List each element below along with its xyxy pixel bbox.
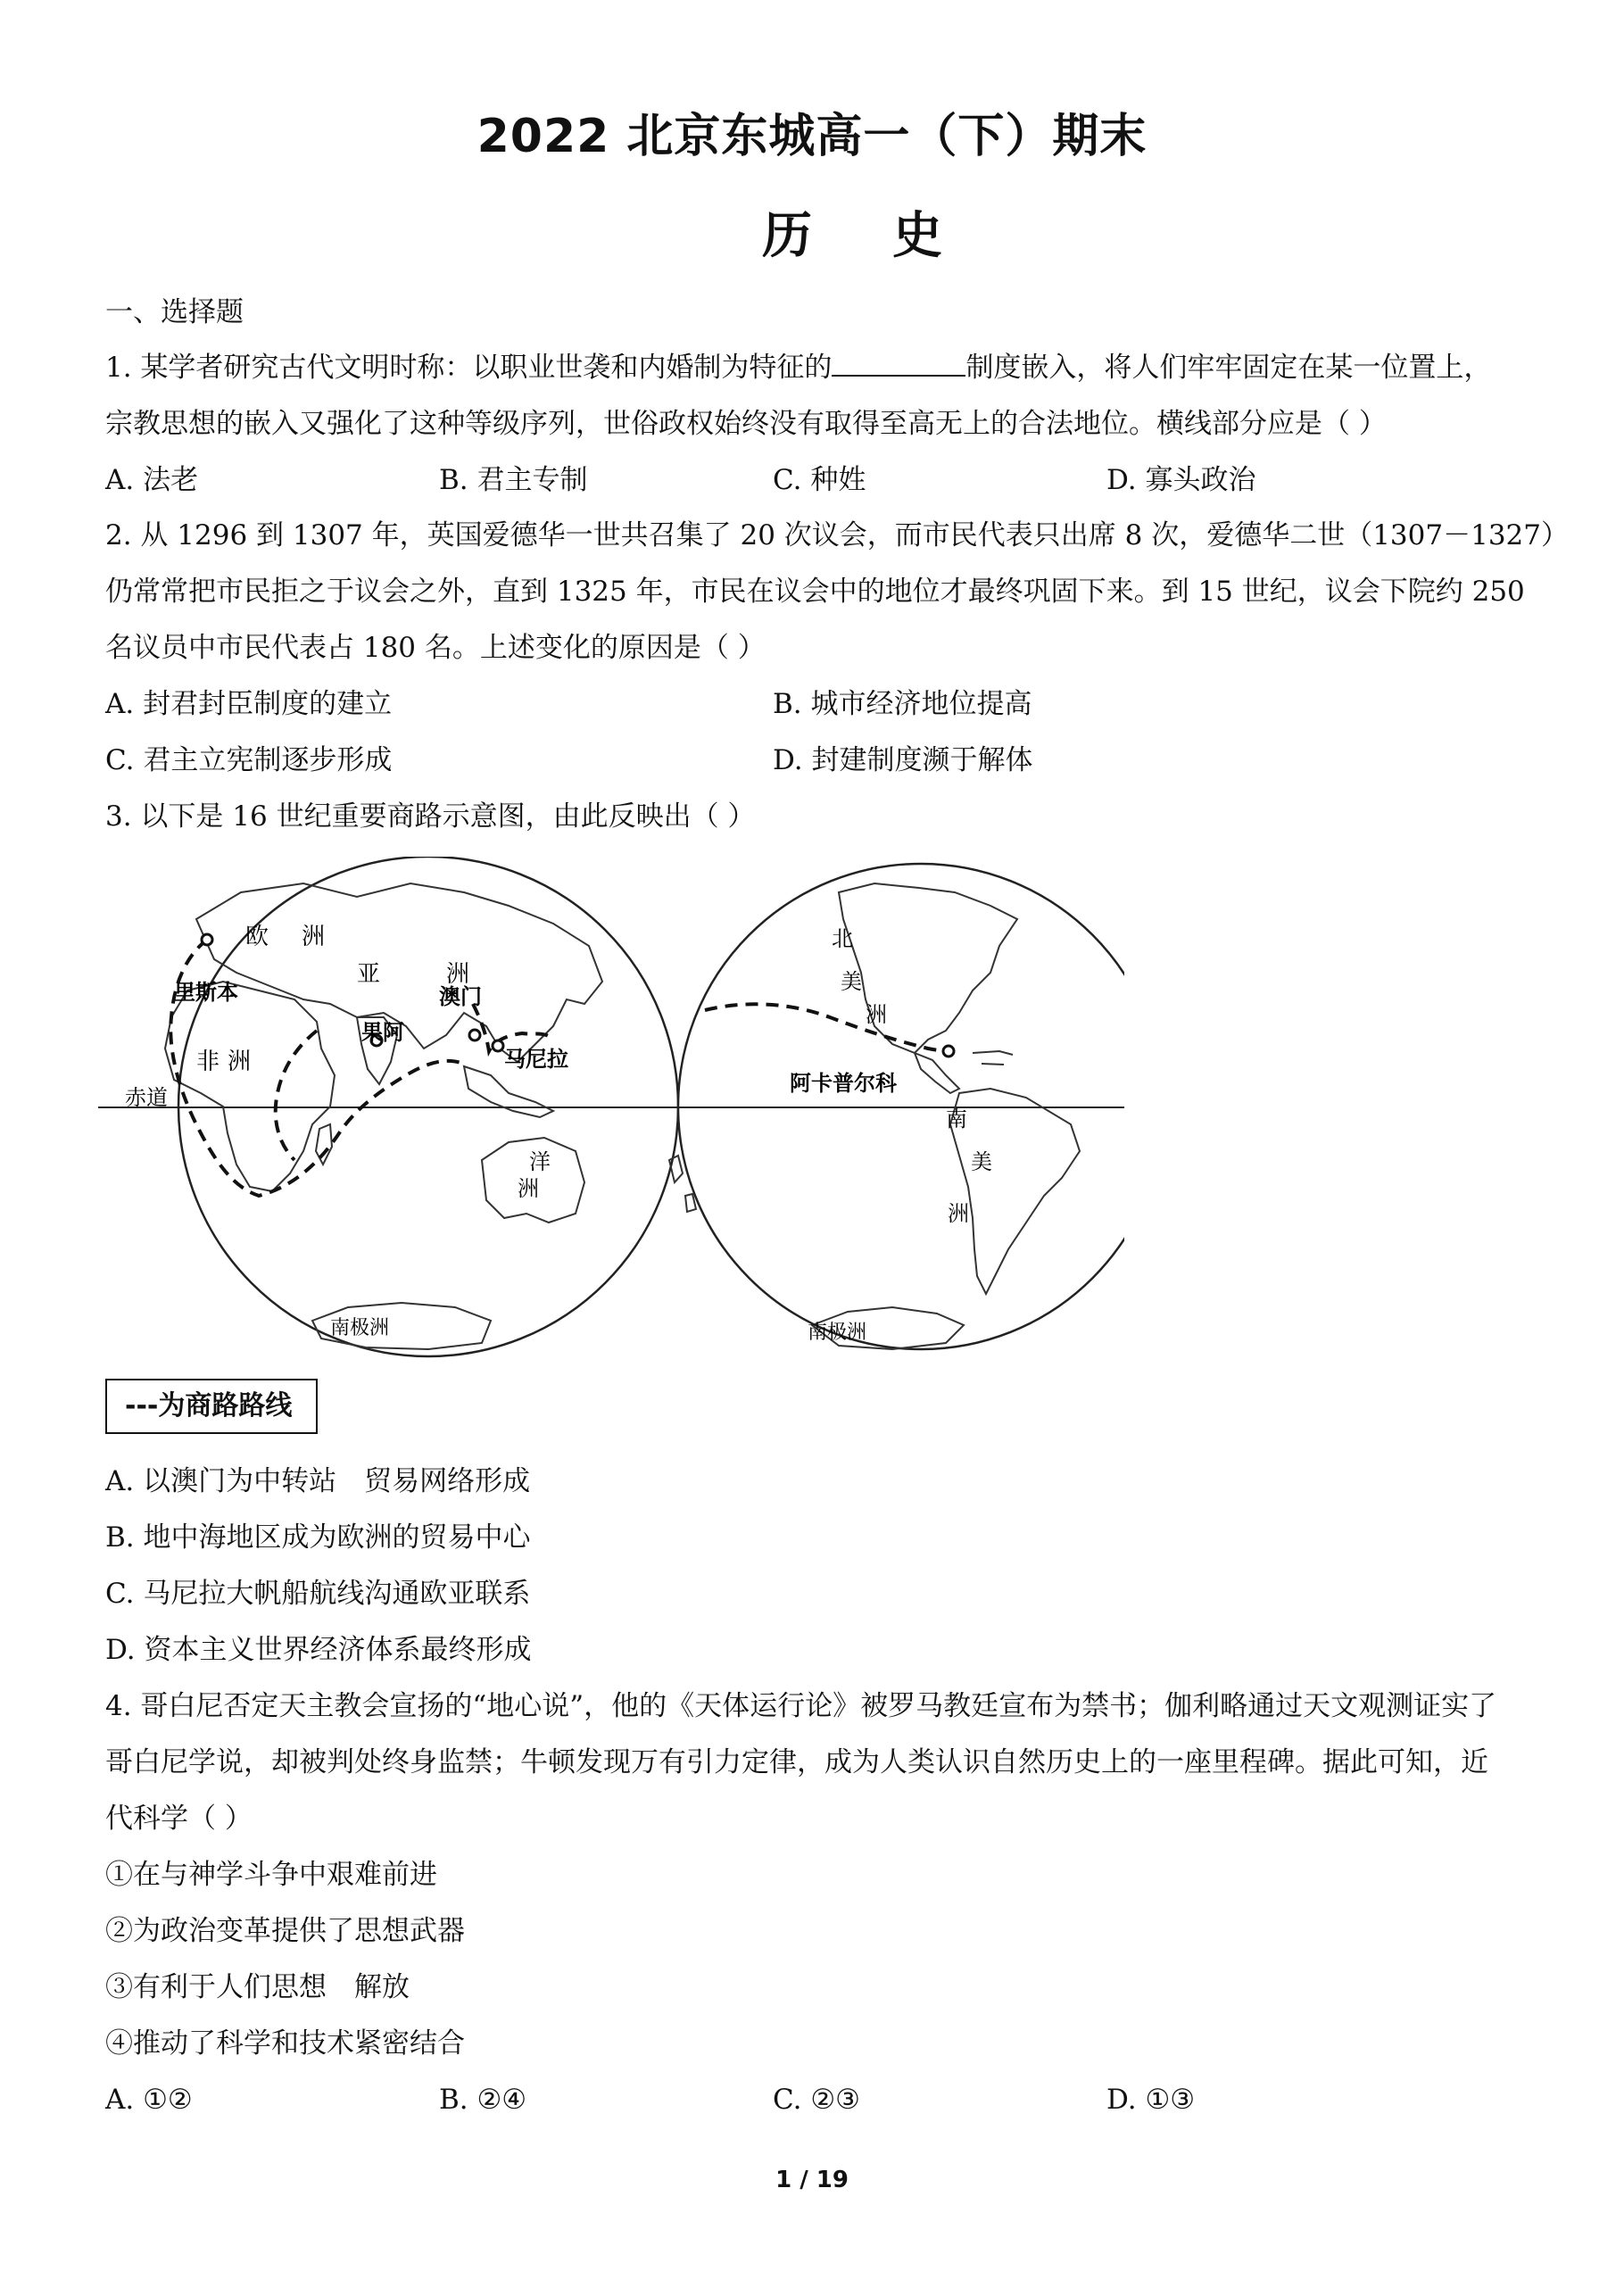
- q2-option-d: D. 封建制度濒于解体: [773, 744, 1033, 776]
- label-europe-2: 洲: [302, 924, 326, 950]
- label-oceania-1: 洋: [529, 1149, 551, 1174]
- q1-line2: 宗教思想的嵌入又强化了这种等级序列，世俗政权始终没有取得至高无上的合法地位。横线部分应是（ ）: [105, 408, 1387, 440]
- label-goa: 果阿: [361, 1019, 404, 1045]
- q1-option-b: B. 君主专制: [439, 464, 588, 496]
- q1-blank: [832, 350, 965, 377]
- acapulco-marker: [943, 1046, 954, 1057]
- lisbon-marker: [202, 934, 212, 945]
- q3-stem: 3. 以下是 16 世纪重要商路示意图，由此反映出（ ）: [105, 800, 756, 833]
- label-acapulco: 阿卡普尔科: [790, 1070, 897, 1096]
- label-antarctica-left: 南极洲: [330, 1317, 390, 1339]
- q4-option-c: C. ②③: [773, 2084, 860, 2116]
- q3-option-b: B. 地中海地区成为欧洲的贸易中心: [105, 1521, 531, 1554]
- trade-route-map: [89, 857, 1124, 1365]
- q1-line1: [105, 350, 1551, 385]
- q1-option-a: A. 法老: [105, 464, 199, 496]
- section-heading: 一、选择题: [105, 296, 244, 328]
- q2-option-b: B. 城市经济地位提高: [773, 688, 1032, 720]
- label-africa-1: 非: [196, 1049, 220, 1075]
- label-na-1: 北: [832, 926, 853, 951]
- exam-title: 2022 北京东城高一（下）期末: [476, 110, 1148, 163]
- q2-line3: 名议员中市民代表占 180 名。上述变化的原因是（ ）: [105, 632, 766, 664]
- label-sa-2: 美: [971, 1149, 992, 1174]
- q1-option-c: C. 种姓: [773, 464, 866, 496]
- q3-option-a: A. 以澳门为中转站 贸易网络形成: [105, 1465, 531, 1497]
- q4-line2: 哥白尼学说，却被判处终身监禁；牛顿发现万有引力定律，成为人类认识自然历史上的一座里程碑。据此可知，近: [105, 1746, 1488, 1778]
- map-legend: ---为商路路线: [105, 1379, 318, 1434]
- q2-option-a: A. 封君封臣制度的建立: [105, 688, 393, 720]
- q4-option-b: B. ②④: [439, 2084, 527, 2116]
- label-sa-3: 洲: [948, 1201, 969, 1226]
- label-africa-2: 洲: [228, 1049, 252, 1075]
- label-na-3: 洲: [866, 1002, 887, 1027]
- label-macau: 澳门: [439, 983, 482, 1009]
- page-number: 1 / 19: [775, 2167, 849, 2193]
- label-antarctica-right: 南极洲: [808, 1322, 867, 1344]
- label-asia-1: 亚: [357, 961, 381, 988]
- q2-line2: 仍常常把市民拒之于议会之外，直到 1325 年，市民在议会中的地位才最终巩固下来。到 15 世纪，议会下院约 250: [105, 576, 1525, 608]
- q2-option-c: C. 君主立宪制逐步形成: [105, 744, 393, 776]
- manila-marker: [493, 1040, 503, 1051]
- q4-item-1: ①在与神学斗争中艰难前进: [105, 1859, 437, 1891]
- q4-option-a: A. ①②: [105, 2084, 193, 2116]
- label-manila: 马尼拉: [504, 1046, 568, 1072]
- label-na-2: 美: [841, 969, 862, 994]
- q3-option-d: D. 资本主义世界经济体系最终形成: [105, 1634, 532, 1666]
- q2-line1: 2. 从 1296 到 1307 年，英国爱德华一世共召集了 20 次议会，而市民代表只出席 8 次，爱德华二世（1307－1327）: [105, 519, 1569, 551]
- q4-item-3: ③有利于人们思想 解放: [105, 1971, 410, 2003]
- q1-option-d: D. 寡头政治: [1106, 464, 1256, 496]
- q4-item-2: ②为政治变革提供了思想武器: [105, 1915, 465, 1947]
- q1-text-b: 制度嵌入，将人们牢牢固定在某一位置上，: [965, 352, 1492, 384]
- q4-line1: 4. 哥白尼否定天主教会宣扬的“地心说”，他的《天体运行论》被罗马教廷宣布为禁书；伽利略通过天文观测证实了: [105, 1690, 1497, 1722]
- label-asia-2: 洲: [446, 961, 470, 988]
- macau-marker: [469, 1030, 480, 1040]
- q4-option-d: D. ①③: [1106, 2084, 1196, 2116]
- q4-item-4: ④推动了科学和技术紧密结合: [105, 2027, 465, 2060]
- q4-line3: 代科学（ ）: [105, 1803, 253, 1835]
- q1-text-a: 1. 某学者研究古代文明时称：以职业世袭和内婚制为特征的: [105, 352, 833, 384]
- label-lisbon: 里斯本: [174, 979, 238, 1005]
- label-sa-1: 南: [946, 1107, 967, 1131]
- subject-title: 历史: [762, 207, 1023, 265]
- q3-option-c: C. 马尼拉大帆船航线沟通欧亚联系: [105, 1578, 531, 1610]
- label-europe-1: 欧: [245, 924, 269, 950]
- label-equator: 赤道: [125, 1085, 168, 1110]
- label-oceania-2: 洲: [518, 1176, 539, 1201]
